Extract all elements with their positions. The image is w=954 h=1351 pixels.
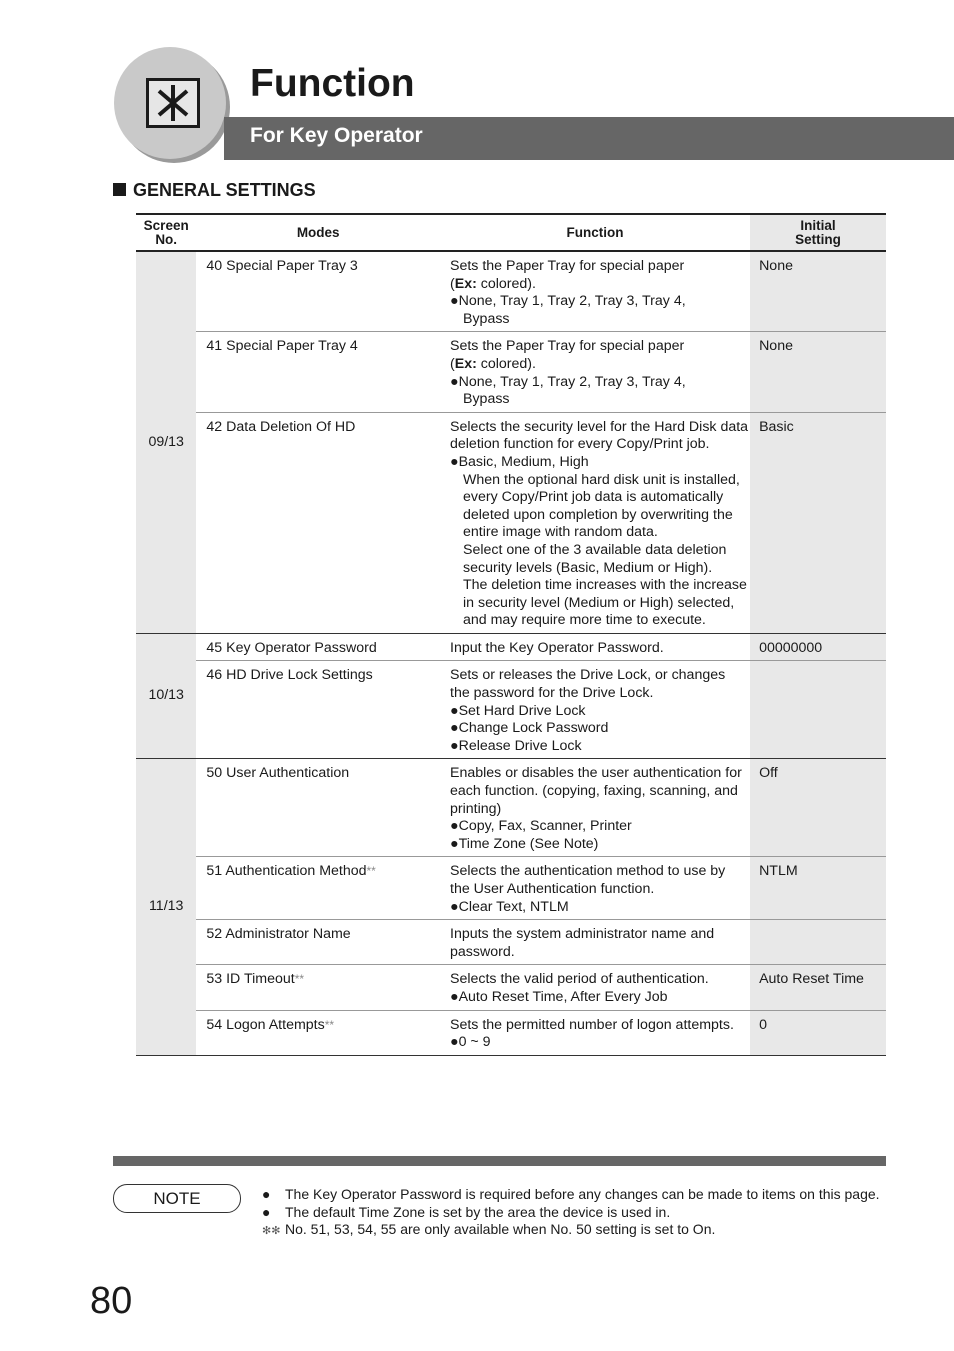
- screen-number: 10/13: [136, 633, 196, 759]
- note-label: NOTE: [113, 1184, 241, 1213]
- table-row: [136, 332, 886, 412]
- screen-number: 09/13: [136, 251, 196, 633]
- table-row: [136, 661, 886, 759]
- notes-list: [262, 1186, 880, 1241]
- header-screen: Screen No.: [136, 214, 196, 251]
- screen-number: 11/13: [136, 759, 196, 1055]
- mode-cell: 54 Logon Attempts**: [196, 1010, 440, 1055]
- footnote-mark: **: [294, 972, 305, 987]
- mode-cell: 52 Administrator Name: [196, 920, 440, 965]
- initial-setting-cell: None: [750, 332, 886, 412]
- initial-setting-cell: [750, 661, 886, 759]
- function-cell: Selects the security level for the Hard Disk data deletion function for every Copy/Print job. ●Basic, Medium, High When the optional hard disk unit is installed, every Copy/Print job data is automatically deleted upon completion by overwriting the entire image with random data. Select one of the 3 available data deletion security levels (Basic, Medium or High). The deletion time increases with the increase in security level (Medium or High) selected, and may require more time to execute.: [440, 412, 750, 633]
- settings-table: [136, 213, 886, 1056]
- note-item: ✻✻ No. 51, 53, 54, 55 are only available when No. 50 setting is set to On.: [262, 1221, 716, 1237]
- header-function: Function: [440, 214, 750, 251]
- key-operator-icon: [146, 78, 200, 128]
- function-cell: Inputs the system administrator name and password.: [440, 920, 750, 965]
- initial-setting-cell: 00000000: [750, 633, 886, 661]
- function-cell: Input the Key Operator Password.: [440, 633, 750, 661]
- square-bullet-icon: [113, 183, 126, 196]
- mode-cell: 41 Special Paper Tray 4: [196, 332, 440, 412]
- table-row: [136, 759, 886, 857]
- page-number: 80: [90, 1280, 133, 1322]
- footer-bar: [113, 1156, 886, 1166]
- initial-setting-cell: 0: [750, 1010, 886, 1055]
- mode-cell: 53 ID Timeout**: [196, 965, 440, 1010]
- section-heading: GENERAL SETTINGS: [113, 180, 316, 201]
- note-item: ● The default Time Zone is set by the area the device is used in.: [262, 1203, 671, 1220]
- table-row: [136, 1010, 886, 1055]
- note-item: ● The Key Operator Password is required before any changes can be made to items on this page.: [262, 1186, 880, 1202]
- function-cell: Sets the permitted number of logon attempts. ●0 ~ 9: [440, 1010, 750, 1055]
- header-modes: Modes: [196, 214, 440, 251]
- initial-setting-cell: Basic: [750, 412, 886, 633]
- function-cell: Selects the valid period of authentication. ●Auto Reset Time, After Every Job: [440, 965, 750, 1010]
- table-row: [136, 633, 886, 661]
- table-row: [136, 965, 886, 1010]
- mode-cell: 42 Data Deletion Of HD: [196, 412, 440, 633]
- mode-cell: 46 HD Drive Lock Settings: [196, 661, 440, 759]
- mode-cell: 51 Authentication Method**: [196, 857, 440, 920]
- header-initial: Initial Setting: [750, 214, 886, 251]
- footnote-mark: **: [366, 864, 376, 879]
- function-cell: Enables or disables the user authentication for each function. (copying, faxing, scanning, and printing) ●Copy, Fax, Scanner, Printer ●Time Zone (See Note): [440, 759, 750, 857]
- initial-setting-cell: None: [750, 251, 886, 332]
- table-row: [136, 920, 886, 965]
- table-header-row: [136, 214, 886, 251]
- table-row: [136, 857, 886, 920]
- initial-setting-cell: [750, 920, 886, 965]
- function-cell: Sets the Paper Tray for special paper (Ex: colored). ●None, Tray 1, Tray 2, Tray 3, Tray 4, Bypass: [440, 251, 750, 332]
- mode-cell: 50 User Authentication: [196, 759, 440, 857]
- function-cell: Sets or releases the Drive Lock, or changes the password for the Drive Lock. ●Set Hard Drive Lock ●Change Lock Password ●Release Drive Lock: [440, 661, 750, 759]
- mode-cell: 45 Key Operator Password: [196, 633, 440, 661]
- table-row: [136, 412, 886, 633]
- table-row: [136, 251, 886, 332]
- initial-setting-cell: Auto Reset Time: [750, 965, 886, 1010]
- page-subtitle: For Key Operator: [250, 124, 423, 147]
- function-cell: Sets the Paper Tray for special paper (Ex: colored). ●None, Tray 1, Tray 2, Tray 3, Tray 4, Bypass: [440, 332, 750, 412]
- function-cell: Selects the authentication method to use by the User Authentication function. ●Clear Text, NTLM: [440, 857, 750, 920]
- footnote-mark: **: [324, 1017, 335, 1032]
- mode-cell: 40 Special Paper Tray 3: [196, 251, 440, 332]
- page-title: Function: [250, 62, 415, 105]
- initial-setting-cell: Off: [750, 759, 886, 857]
- initial-setting-cell: NTLM: [750, 857, 886, 920]
